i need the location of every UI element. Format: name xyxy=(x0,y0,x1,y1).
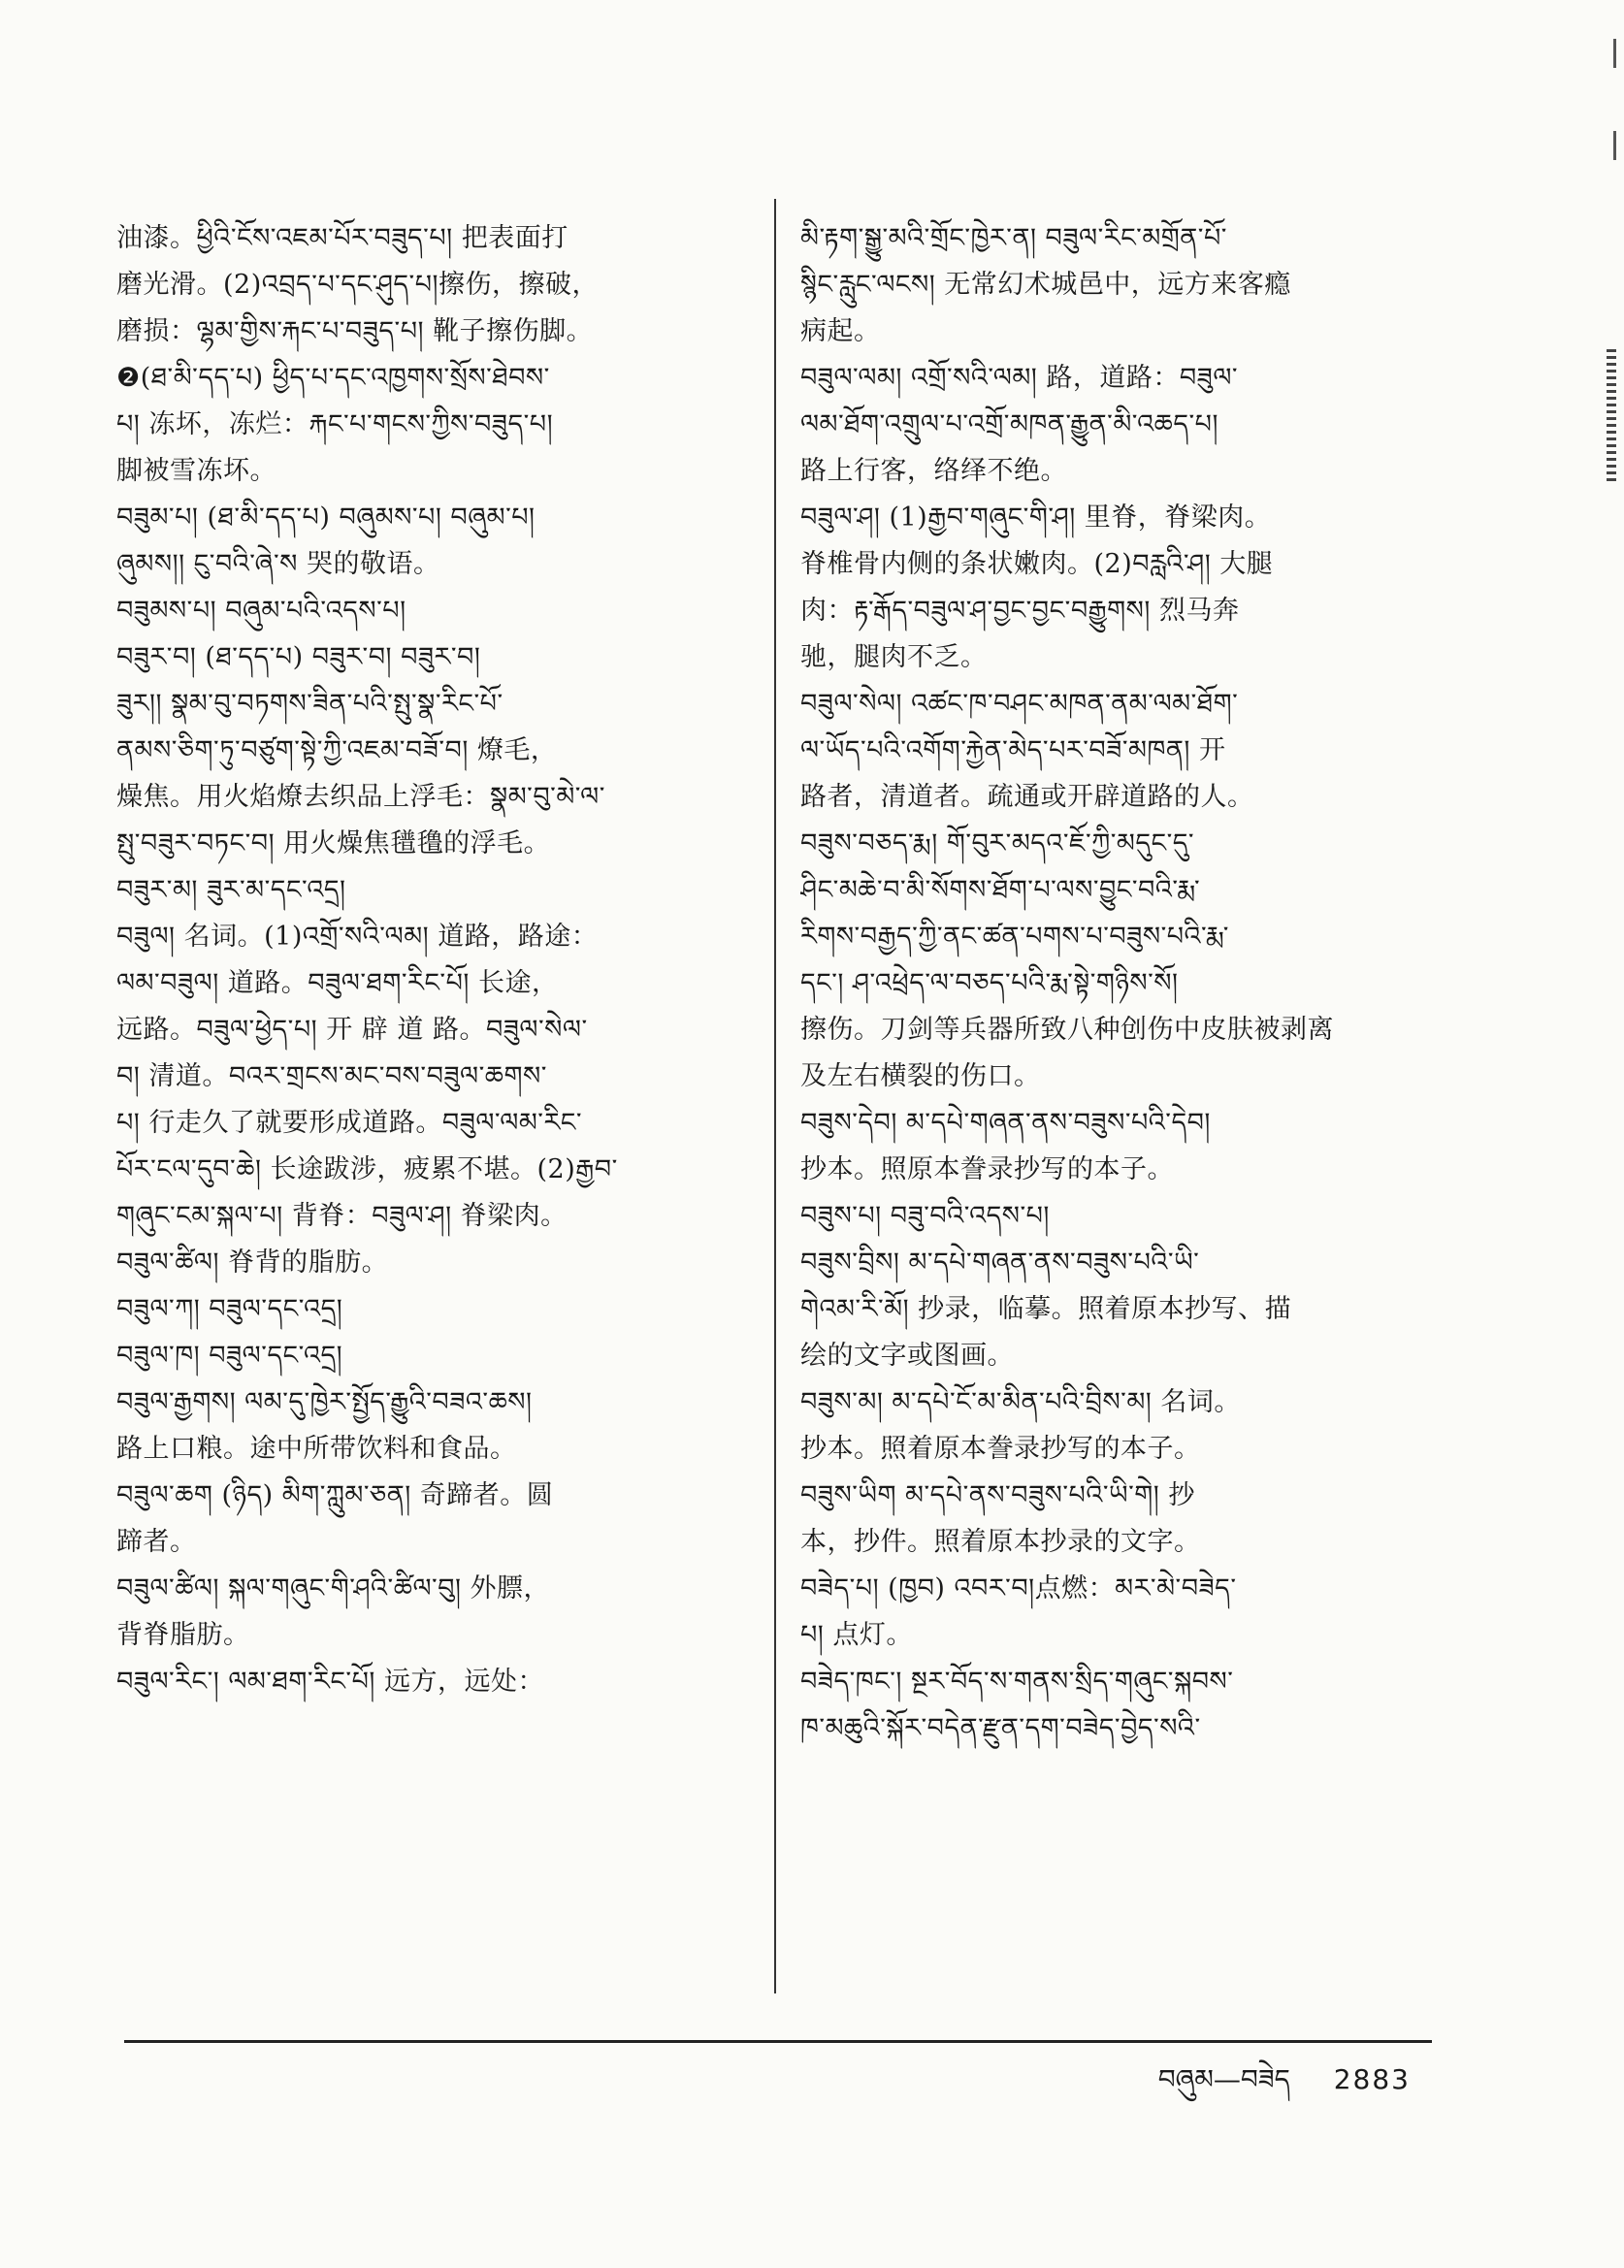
margin-tick xyxy=(1613,131,1616,160)
dictionary-line: བཟུར་མ། ཟུར་མ་དང་འདྲ། xyxy=(116,875,346,905)
dictionary-line: 磨损：ལྷམ་གྱིས་རྐང་པ་བཟུད་པ། 靴子擦伤脚。 xyxy=(116,316,594,346)
dictionary-line: ཁ་མཆུའི་སྐོར་བདེན་རྫུན་དག་བཟེད་བྱེད་སའི་ xyxy=(800,1713,1201,1743)
dictionary-line: པ། 点灯。 xyxy=(800,1620,913,1650)
dictionary-line: བ། 清道。བའར་གྲངས་མང་བས་བཟུལ་ཆགས་ xyxy=(116,1061,547,1091)
right-column xyxy=(800,215,1431,1752)
dictionary-line: བཟུལ་ཀ། བཟུལ་དང་འདྲ། xyxy=(116,1294,343,1324)
dictionary-line: 脚被雪冻坏。 xyxy=(116,456,276,486)
dictionary-line: 抄本。照着原本誊录抄写的本子。 xyxy=(800,1434,1201,1464)
dictionary-line: 肉：རྟ་རྒོད་བཟུལ་ཤ་བྱང་བྱང་བརྒྱུགས། 烈马奔 xyxy=(800,596,1240,626)
dictionary-line: ཞུམས།། ངུ་བའི་ཞེ་ས 哭的敬语。 xyxy=(116,549,440,579)
dictionary-line: ལམ་བཟུལ། 道路。བཟུལ་ཐག་རིང་པོ། 长途， xyxy=(116,968,559,998)
dictionary-line: 燥焦。用火焰燎去织品上浮毛：སྣམ་བུ་མེ་ལ་ xyxy=(116,782,605,812)
dictionary-line: ཤིང་མཆེ་བ་མི་སོགས་ཐོག་པ་ལས་བྱུང་བའི་རྨ་ xyxy=(800,875,1201,905)
page-number: 2883 xyxy=(1333,2063,1411,2095)
dictionary-line: དང་། ཤ་འཕྲེད་ལ་བཅད་པའི་རྨ་སྟེ་གཉིས་སོ། xyxy=(800,968,1179,998)
dictionary-line: 油漆。ཕྱིའི་ངོས་འཇམ་པོར་བཟུད་པ། 把表面打 xyxy=(116,223,568,253)
dictionary-line: 绘的文字或图画。 xyxy=(800,1341,1014,1371)
dictionary-line: 及左右横裂的伤口。 xyxy=(800,1061,1041,1091)
dictionary-line: 路者，清道者。疏通或开辟道路的人。 xyxy=(800,782,1254,812)
margin-scan-mark xyxy=(1607,349,1616,485)
dictionary-line: 远路。བཟུལ་ཕྱེད་པ། 开 辟 道 路。བཟུལ་སེལ་ xyxy=(116,1015,588,1045)
dictionary-line: གེའམ་རི་མོ། 抄录，临摹。照着原本抄写、描 xyxy=(800,1294,1292,1324)
dictionary-line: བཟུལ་ཆག (ཉིད) མིག་ཀླུམ་ཅན། 奇蹄者。圆 xyxy=(116,1480,554,1510)
dictionary-line: བཟུས་ཡིག མ་དཔེ་ནས་བཟུས་པའི་ཡི་གེ། 抄 xyxy=(800,1480,1195,1510)
dictionary-line: གཞུང་ངམ་སྐལ་པ། 背脊：བཟུལ་ཤ། 脊梁肉。 xyxy=(116,1201,568,1231)
dictionary-line: 磨光滑。(2)འབྲད་པ་དང་ཤུད་པ།擦伤，擦破， xyxy=(116,270,600,300)
dictionary-line: བཟུལ་ཚིལ། སྐལ་གཞུང་གི་ཤའི་ཚིལ་བུ། 外膘， xyxy=(116,1573,551,1604)
dictionary-line: བཟུལ་རིང་། ལམ་ཐག་རིང་པོ། 远方，远处： xyxy=(116,1667,544,1697)
dictionary-line: བཟུལ་ཚིལ། 脊背的脂肪。 xyxy=(116,1247,389,1278)
dictionary-line: བཟུས་པ། བཟུ་བའི་འདས་པ། xyxy=(800,1201,1050,1231)
page-range: བཞུམ—བཟེད xyxy=(1157,2063,1290,2095)
dictionary-line: 蹄者。 xyxy=(116,1527,197,1557)
dictionary-line: པ། 冻坏，冻烂：རྐང་པ་གངས་ཀྱིས་བཟུད་པ། xyxy=(116,409,554,439)
dictionary-line: བཟུལ། 名词。(1)འགྲོ་སའི་ལམ། 道路，路途： xyxy=(116,922,599,952)
dictionary-line: 抄本。照原本誊录抄写的本子。 xyxy=(800,1154,1174,1184)
dictionary-line: 病起。 xyxy=(800,316,881,346)
dictionary-line: 擦伤。刀剑等兵器所致八种创伤中皮肤被剥离 xyxy=(800,1015,1334,1045)
dictionary-line: 驰，腿肉不乏。 xyxy=(800,642,988,672)
dictionary-line: བཟུལ་ཤ། (1)རྒྱབ་གཞུང་གི་ཤ། 里脊，脊梁肉。 xyxy=(800,502,1272,533)
dictionary-line: སྤུ་བཟུར་བཏང་བ། 用火燥焦氆氇的浮毛。 xyxy=(116,828,551,859)
dictionary-line: 脊椎骨内侧的条状嫩肉。(2)བརླའི་ཤ། 大腿 xyxy=(800,549,1274,579)
dictionary-line: བཟུལ་སེལ། འཚང་ཁ་བཤང་མཁན་ནམ་ལམ་ཐོག་ xyxy=(800,689,1239,719)
page-footer xyxy=(1158,2049,1411,2125)
dictionary-line: བཟེད་པ། (ཁྱབ) འབར་བ།点燃：མར་མེ་བཟེད་ xyxy=(800,1573,1237,1604)
dictionary-line: ❷(ཐ་མི་དད་པ) ཕྱིད་པ་དང་འཁྱགས་སྲོས་ཐེབས་ xyxy=(116,363,550,393)
margin-tick xyxy=(1613,39,1616,68)
dictionary-line: བཟུས་དེབ། མ་དཔེ་གཞན་ནས་བཟུས་པའི་དེབ། xyxy=(800,1108,1211,1138)
dictionary-line: 本，抄件。照着原本抄录的文字。 xyxy=(800,1527,1201,1557)
dictionary-line: བཟུམས་པ། བཞུམ་པའི་འདས་པ། xyxy=(116,596,406,626)
dictionary-line: བཟུལ་ཁ། བཟུལ་དང་འདྲ། xyxy=(116,1341,343,1371)
dictionary-line: མི་རྟག་སྒྱུ་མའི་གྲོང་ཁྱེར་ན། བཟུལ་རིང་མགྲོན་པོ་ xyxy=(800,223,1227,253)
dictionary-line: ལམ་ཐོག་འགྲུལ་པ་འགྲོ་མཁན་རྒྱུན་མི་འཆད་པ། xyxy=(800,409,1218,439)
dictionary-line: 路上行客，络绎不绝。 xyxy=(800,456,1067,486)
dictionary-line: ལ་ཡོད་པའི་འགོག་རྐྱེན་མེད་པར་བཟོ་མཁན། 开 xyxy=(800,735,1226,765)
dictionary-line: 背脊脂肪。 xyxy=(116,1620,250,1650)
dictionary-line: པོར་ངལ་དུབ་ཆེ། 长途跋涉，疲累不堪。(2)རྒྱབ་ xyxy=(116,1154,618,1184)
dictionary-line: བཟུར་བ། (ཐ་དད་པ) བཟུར་བ། བཟུར་བ། xyxy=(116,642,481,672)
column-divider xyxy=(774,199,776,1993)
dictionary-line: པ། 行走久了就要形成道路。བཟུལ་ལམ་རིང་ xyxy=(116,1108,583,1138)
dictionary-line: བཟུལ་ལམ། འགྲོ་སའི་ལམ། 路，道路：བཟུལ་ xyxy=(800,363,1239,393)
left-column xyxy=(116,215,737,1705)
dictionary-line: བཟུམ་པ། (ཐ་མི་དད་པ) བཞུམས་པ། བཞུམ་པ། xyxy=(116,502,536,533)
dictionary-line: བཟེད་ཁང་། སྔར་བོད་ས་གནས་སྲིད་གཞུང་སྐབས་ xyxy=(800,1667,1234,1697)
footer-rule xyxy=(124,2040,1432,2043)
dictionary-line: བཟུལ་རྒྱགས། ལམ་དུ་ཁྱེར་སྤྱོད་རྒྱུའི་བཟའ་ཆས། xyxy=(116,1387,533,1417)
dictionary-line: བཟུས་བཅད་རྨ། གོ་བུར་མདའ་ཇོ་ཀྱི་མདུང་དུ་ xyxy=(800,828,1195,859)
dictionary-line: བཟུས་བྲིས། མ་དཔེ་གཞན་ནས་བཟུས་པའི་ཡི་ xyxy=(800,1247,1200,1278)
dictionary-line: བཟུས་མ། མ་དཔེ་ངོ་མ་མིན་པའི་བྲིས་མ། 名词。 xyxy=(800,1387,1241,1417)
dictionary-line: ནམས་ཅིག་ཏུ་བཙུག་སྟེ་ཀྱི་འཇམ་བཟོ་བ། 燎毛， xyxy=(116,735,558,765)
dictionary-line: 路上口粮。途中所带饮料和食品。 xyxy=(116,1434,517,1464)
dictionary-line: སྙིང་རླུང་ལངས། 无常幻术城邑中，远方来客瘾 xyxy=(800,270,1291,300)
dictionary-line: རིགས་བརྒྱད་ཀྱི་ནང་ཚན་པགས་པ་བཟུས་པའི་རྨ་ xyxy=(800,922,1229,952)
dictionary-line: ཟུར།། སྣམ་བུ་བཏགས་ཟིན་པའི་སྤུ་སྣ་རིང་པོ་ xyxy=(116,689,503,719)
